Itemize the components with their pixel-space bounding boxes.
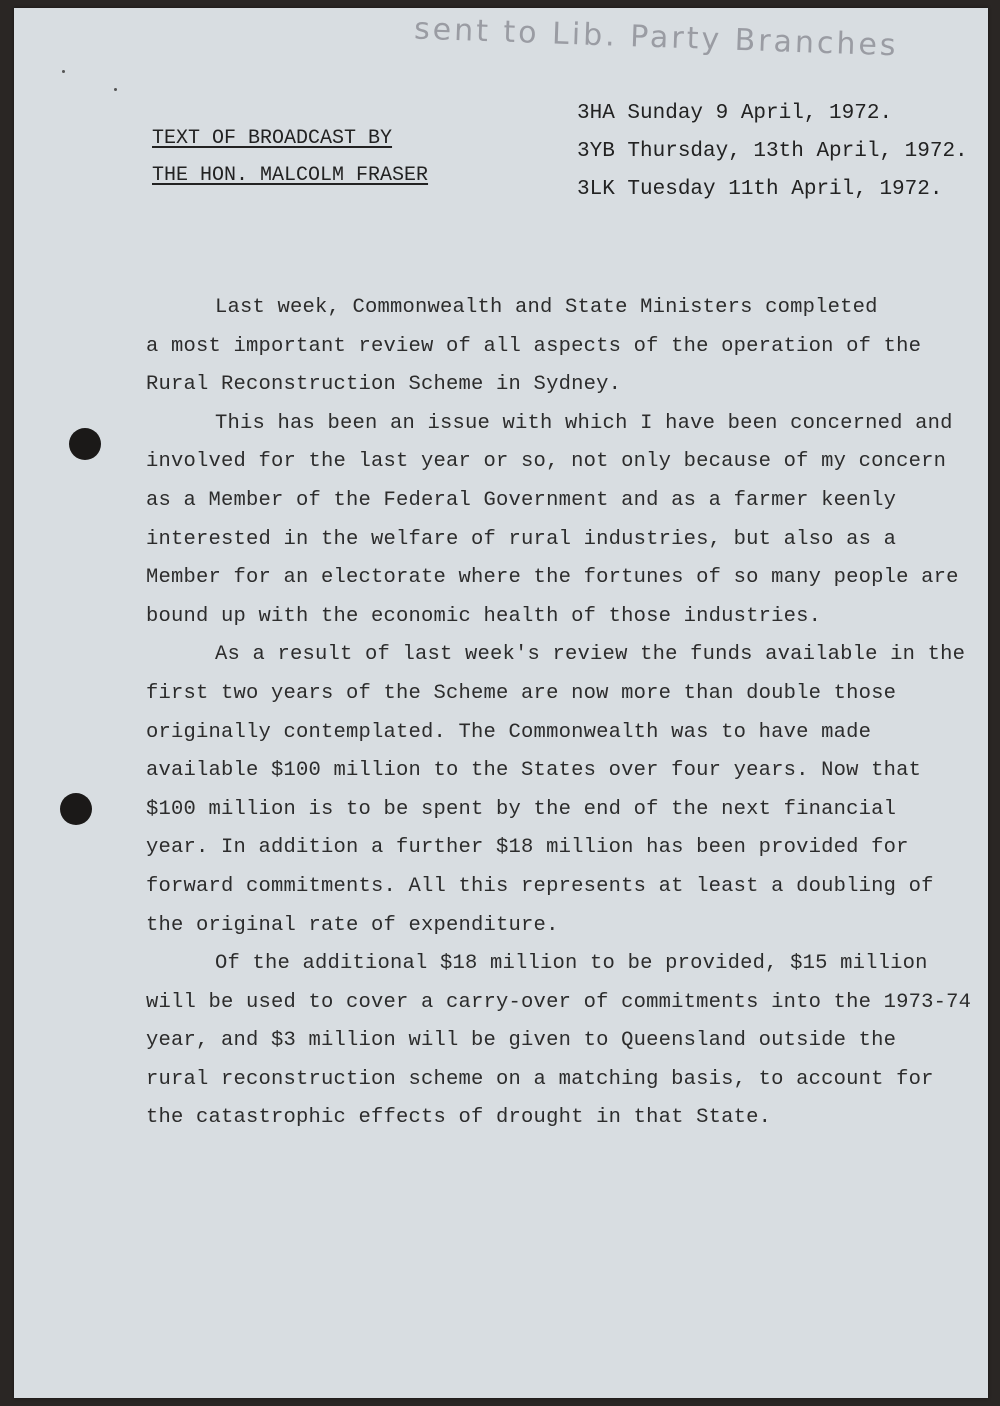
schedule-line: 3HA Sunday 9 April, 1972. — [577, 102, 893, 125]
text-line: forward commitments. All this represents at least a doubling of — [146, 874, 934, 898]
text-line: a most important review of all aspects of the operation of the — [146, 334, 922, 358]
text-line: bound up with the economic health of those industries. — [146, 604, 822, 628]
text-line: will be used to cover a carry-over of commitments into the 1973-74 — [146, 990, 972, 1014]
schedule-line: 3LK Tuesday 11th April, 1972. — [577, 178, 943, 201]
text-line: first two years of the Scheme are now more than double those — [146, 681, 897, 705]
broadcast-text — [146, 289, 972, 1138]
ink-speck — [62, 70, 65, 73]
punch-hole — [60, 793, 92, 825]
text-line: Member for an electorate where the fortunes of so many people are — [146, 566, 959, 590]
text-line: year. In addition a further $18 million has been provided for — [146, 836, 909, 860]
text-line: As a result of last week's review the funds available in the — [215, 643, 966, 667]
text-line: interested in the welfare of rural industries, but also as a — [146, 527, 897, 551]
heading-line: TEXT OF BROADCAST BY — [152, 127, 393, 150]
document-page — [14, 8, 988, 1398]
handwritten-annotation: sent to Lib. Party Branches — [413, 11, 900, 64]
text-line: the catastrophic effects of drought in that State. — [146, 1106, 772, 1130]
text-line: $100 million is to be spent by the end of the next financial — [146, 797, 897, 821]
text-line: rural reconstruction scheme on a matching basis, to account for — [146, 1067, 934, 1091]
text-line: Of the additional $18 million to be provided, $15 million — [215, 952, 928, 976]
text-line: originally contemplated. The Commonwealth was to have made — [146, 720, 872, 744]
paragraph — [146, 289, 922, 405]
text-line: the original rate of expenditure. — [146, 913, 559, 937]
punch-hole — [69, 428, 101, 460]
paragraph — [146, 945, 972, 1138]
text-line: Last week, Commonwealth and State Ministers completed — [215, 296, 878, 319]
schedule-line: 3YB Thursday, 13th April, 1972. — [577, 140, 968, 163]
broadcast-heading — [152, 120, 428, 194]
ink-speck — [114, 88, 117, 91]
paragraph — [146, 636, 966, 945]
text-line: Rural Reconstruction Scheme in Sydney. — [146, 373, 622, 397]
text-line: available $100 million to the States over four years. Now that — [146, 759, 922, 783]
text-line: involved for the last year or so, not only because of my concern — [146, 450, 947, 474]
paragraph — [146, 405, 959, 637]
text-line: year, and $3 million will be given to Queensland outside the — [146, 1029, 897, 1053]
text-line: This has been an issue with which I have been concerned and — [215, 411, 953, 435]
text-line: as a Member of the Federal Government and as a farmer keenly — [146, 488, 897, 512]
heading-line: THE HON. MALCOLM FRASER — [152, 164, 429, 187]
broadcast-schedule — [577, 95, 968, 209]
